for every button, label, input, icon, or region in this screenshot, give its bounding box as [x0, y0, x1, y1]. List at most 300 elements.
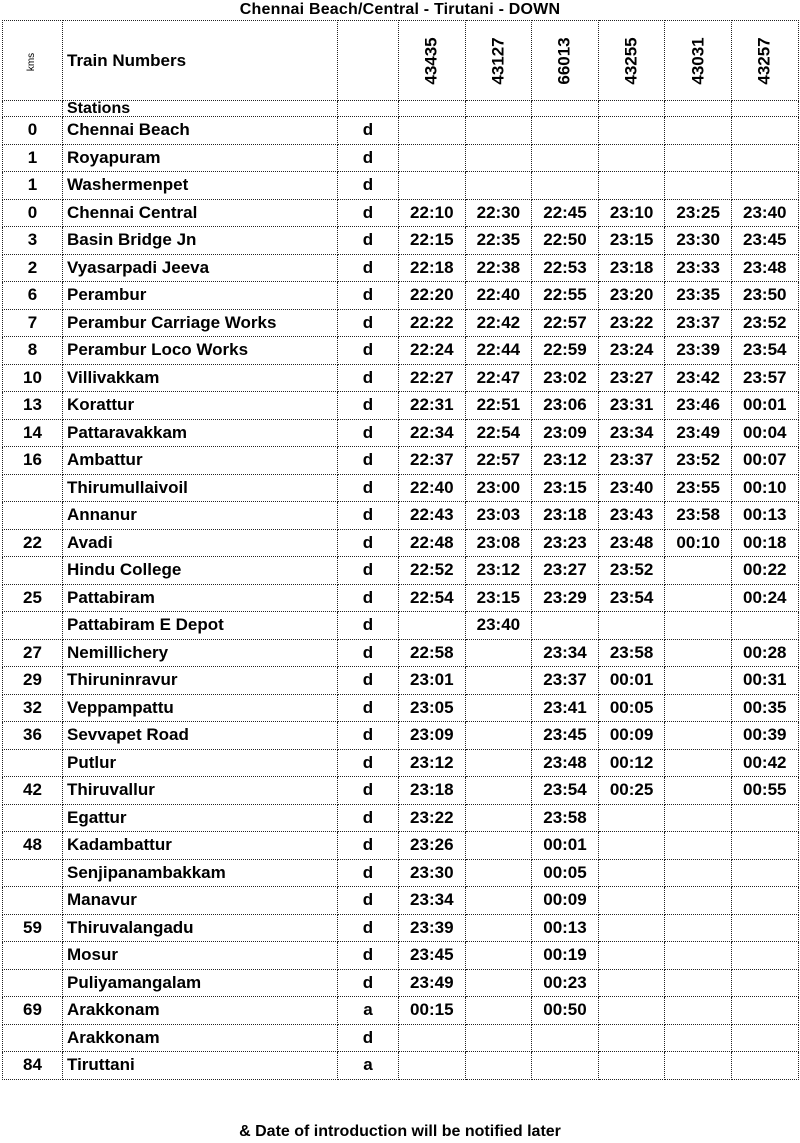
km-cell: 59	[3, 914, 63, 942]
time-cell: 22:54	[399, 584, 466, 612]
station-name: Vyasarpadi Jeeva	[63, 254, 338, 282]
station-name: Kadambattur	[63, 832, 338, 860]
km-cell	[3, 1024, 63, 1052]
time-cell: 23:54	[598, 584, 665, 612]
time-cell: 23:05	[399, 694, 466, 722]
time-cell	[665, 667, 732, 695]
km-cell: 0	[3, 117, 63, 145]
time-cell: 23:49	[665, 419, 732, 447]
time-cell: 22:58	[399, 639, 466, 667]
time-cell	[731, 804, 798, 832]
time-cell: 00:15	[399, 997, 466, 1025]
km-cell	[3, 804, 63, 832]
time-cell: 23:48	[731, 254, 798, 282]
time-cell	[665, 1052, 732, 1080]
time-cell	[598, 942, 665, 970]
arr-dep-cell: d	[338, 117, 399, 145]
time-cell: 23:15	[532, 474, 599, 502]
time-cell	[465, 859, 532, 887]
time-cell: 23:27	[532, 557, 599, 585]
station-name: Thiruninravur	[63, 667, 338, 695]
arr-dep-cell: d	[338, 474, 399, 502]
time-cell: 23:22	[598, 309, 665, 337]
time-cell: 22:57	[532, 309, 599, 337]
km-cell: 10	[3, 364, 63, 392]
km-cell: 2	[3, 254, 63, 282]
time-cell: 23:18	[399, 777, 466, 805]
time-cell: 00:23	[532, 969, 599, 997]
time-cell: 23:37	[665, 309, 732, 337]
stations-blank	[3, 101, 63, 117]
stations-blank	[399, 101, 466, 117]
time-cell	[598, 832, 665, 860]
station-row	[3, 914, 799, 942]
time-cell: 23:48	[598, 529, 665, 557]
time-cell	[665, 694, 732, 722]
station-row	[3, 474, 799, 502]
arr-dep-cell: d	[338, 199, 399, 227]
arr-dep-cell: d	[338, 172, 399, 200]
km-cell	[3, 502, 63, 530]
station-name: Avadi	[63, 529, 338, 557]
train-numbers-label: Train Numbers	[63, 21, 338, 101]
time-cell: 23:25	[665, 199, 732, 227]
time-cell	[399, 117, 466, 145]
station-row	[3, 859, 799, 887]
station-row	[3, 969, 799, 997]
arr-dep-cell: d	[338, 144, 399, 172]
time-cell: 22:10	[399, 199, 466, 227]
time-cell: 00:05	[532, 859, 599, 887]
time-cell: 23:27	[598, 364, 665, 392]
km-cell: 3	[3, 227, 63, 255]
station-name: Pattabiram	[63, 584, 338, 612]
time-cell: 23:54	[532, 777, 599, 805]
arr-dep-cell: d	[338, 777, 399, 805]
time-cell: 23:34	[532, 639, 599, 667]
station-row	[3, 777, 799, 805]
time-cell	[598, 859, 665, 887]
km-cell: 42	[3, 777, 63, 805]
time-cell: 22:40	[465, 282, 532, 310]
station-name: Pattabiram E Depot	[63, 612, 338, 640]
time-cell	[465, 1052, 532, 1080]
train-number-text: 43255	[621, 36, 641, 85]
time-cell: 23:45	[532, 722, 599, 750]
time-cell: 23:50	[731, 282, 798, 310]
time-cell	[465, 832, 532, 860]
time-cell	[731, 117, 798, 145]
station-name: Nemillichery	[63, 639, 338, 667]
station-row	[3, 254, 799, 282]
km-cell: 8	[3, 337, 63, 365]
station-name: Mosur	[63, 942, 338, 970]
time-cell	[665, 1024, 732, 1052]
arr-dep-cell: d	[338, 364, 399, 392]
station-row	[3, 227, 799, 255]
station-name: Thirumullaivoil	[63, 474, 338, 502]
time-cell	[465, 117, 532, 145]
time-cell: 00:07	[731, 447, 798, 475]
time-cell: 23:58	[598, 639, 665, 667]
station-row	[3, 1024, 799, 1052]
train-number	[598, 21, 665, 101]
header-row	[3, 21, 799, 101]
time-cell: 23:33	[665, 254, 732, 282]
station-name: Ambattur	[63, 447, 338, 475]
arr-dep-cell: d	[338, 832, 399, 860]
time-cell: 23:10	[598, 199, 665, 227]
train-number-text: 43435	[421, 36, 441, 85]
time-cell: 23:09	[532, 419, 599, 447]
arr-dep-cell: d	[338, 419, 399, 447]
station-row	[3, 1052, 799, 1080]
time-cell: 22:52	[399, 557, 466, 585]
arr-dep-cell: d	[338, 254, 399, 282]
time-cell	[731, 144, 798, 172]
time-cell	[465, 1024, 532, 1052]
stations-blank	[338, 101, 399, 117]
time-cell	[598, 969, 665, 997]
time-cell: 00:13	[731, 502, 798, 530]
time-cell	[532, 1024, 599, 1052]
time-cell	[665, 557, 732, 585]
station-row	[3, 144, 799, 172]
km-cell: 25	[3, 584, 63, 612]
arr-dep-cell: d	[338, 557, 399, 585]
station-name: Veppampattu	[63, 694, 338, 722]
station-row	[3, 282, 799, 310]
time-cell	[665, 804, 732, 832]
time-cell	[465, 804, 532, 832]
time-cell: 22:44	[465, 337, 532, 365]
km-cell: 84	[3, 1052, 63, 1080]
arr-dep-cell: d	[338, 694, 399, 722]
station-row	[3, 529, 799, 557]
km-cell	[3, 887, 63, 915]
time-cell: 23:30	[665, 227, 732, 255]
station-name: Thiruvalangadu	[63, 914, 338, 942]
station-name: Arakkonam	[63, 997, 338, 1025]
time-cell	[465, 997, 532, 1025]
station-name: Basin Bridge Jn	[63, 227, 338, 255]
kms-label: kms	[26, 52, 38, 72]
timetable-title: Chennai Beach/Central - Tirutani - DOWN	[239, 1, 561, 18]
time-cell: 00:22	[731, 557, 798, 585]
station-name: Putlur	[63, 749, 338, 777]
time-cell	[598, 144, 665, 172]
time-cell: 23:43	[598, 502, 665, 530]
time-cell: 22:40	[399, 474, 466, 502]
time-cell	[399, 1024, 466, 1052]
station-name: Chennai Central	[63, 199, 338, 227]
station-row	[3, 887, 799, 915]
arr-dep-cell: d	[338, 447, 399, 475]
km-cell: 1	[3, 172, 63, 200]
time-cell: 00:10	[731, 474, 798, 502]
time-cell	[731, 887, 798, 915]
time-cell: 22:47	[465, 364, 532, 392]
km-cell: 6	[3, 282, 63, 310]
time-cell: 23:58	[665, 502, 732, 530]
time-cell	[665, 584, 732, 612]
station-row	[3, 364, 799, 392]
time-cell	[665, 722, 732, 750]
time-cell: 00:19	[532, 942, 599, 970]
time-cell: 23:15	[598, 227, 665, 255]
time-cell: 23:48	[532, 749, 599, 777]
station-name: Senjipanambakkam	[63, 859, 338, 887]
time-cell: 23:02	[532, 364, 599, 392]
km-cell: 27	[3, 639, 63, 667]
station-row	[3, 667, 799, 695]
station-name: Hindu College	[63, 557, 338, 585]
time-cell: 22:57	[465, 447, 532, 475]
time-cell: 00:42	[731, 749, 798, 777]
station-row	[3, 694, 799, 722]
arr-dep-cell: d	[338, 502, 399, 530]
time-cell	[665, 997, 732, 1025]
time-cell	[598, 1052, 665, 1080]
station-name: Washermenpet	[63, 172, 338, 200]
time-cell: 23:35	[665, 282, 732, 310]
station-row	[3, 447, 799, 475]
arr-dep-cell: d	[338, 749, 399, 777]
time-cell: 00:01	[731, 392, 798, 420]
km-cell: 0	[3, 199, 63, 227]
train-number-text: 43031	[688, 36, 708, 85]
time-cell	[532, 612, 599, 640]
time-cell: 22:30	[465, 199, 532, 227]
arr-dep-cell: d	[338, 722, 399, 750]
time-cell: 22:48	[399, 529, 466, 557]
time-cell: 23:39	[399, 914, 466, 942]
time-cell: 22:18	[399, 254, 466, 282]
time-cell	[465, 969, 532, 997]
station-name: Manavur	[63, 887, 338, 915]
time-cell: 23:37	[598, 447, 665, 475]
arr-dep-cell: d	[338, 337, 399, 365]
time-cell: 23:45	[399, 942, 466, 970]
time-cell: 23:20	[598, 282, 665, 310]
train-number	[532, 21, 599, 101]
station-row	[3, 749, 799, 777]
station-row	[3, 584, 799, 612]
time-cell	[399, 1052, 466, 1080]
time-cell: 00:04	[731, 419, 798, 447]
time-cell	[665, 639, 732, 667]
time-cell	[731, 172, 798, 200]
time-cell	[731, 942, 798, 970]
time-cell: 23:37	[532, 667, 599, 695]
km-cell: 7	[3, 309, 63, 337]
time-cell: 23:57	[731, 364, 798, 392]
time-cell: 00:31	[731, 667, 798, 695]
train-number-text: 43127	[488, 36, 508, 85]
km-cell: 14	[3, 419, 63, 447]
time-cell	[665, 914, 732, 942]
station-row	[3, 309, 799, 337]
station-row	[3, 557, 799, 585]
time-cell: 23:18	[532, 502, 599, 530]
time-cell: 00:09	[532, 887, 599, 915]
time-cell	[399, 612, 466, 640]
time-cell: 22:42	[465, 309, 532, 337]
station-row	[3, 392, 799, 420]
time-cell	[465, 667, 532, 695]
arr-dep-cell: d	[338, 227, 399, 255]
station-name: Villivakkam	[63, 364, 338, 392]
time-cell	[532, 144, 599, 172]
time-cell: 23:55	[665, 474, 732, 502]
time-cell: 23:29	[532, 584, 599, 612]
time-cell	[465, 914, 532, 942]
time-cell: 23:49	[399, 969, 466, 997]
station-name: Chennai Beach	[63, 117, 338, 145]
km-cell	[3, 969, 63, 997]
time-cell: 23:30	[399, 859, 466, 887]
time-cell: 22:54	[465, 419, 532, 447]
time-cell	[465, 749, 532, 777]
time-cell: 22:55	[532, 282, 599, 310]
time-cell	[399, 144, 466, 172]
time-cell: 23:39	[665, 337, 732, 365]
time-cell: 00:13	[532, 914, 599, 942]
time-cell	[665, 859, 732, 887]
time-cell	[465, 144, 532, 172]
arr-dep-cell: d	[338, 859, 399, 887]
time-cell: 23:18	[598, 254, 665, 282]
time-cell	[731, 914, 798, 942]
station-name: Arakkonam	[63, 1024, 338, 1052]
station-row	[3, 502, 799, 530]
km-cell: 13	[3, 392, 63, 420]
station-name: Thiruvallur	[63, 777, 338, 805]
timetable	[2, 20, 799, 1080]
time-cell	[665, 749, 732, 777]
time-cell: 23:12	[532, 447, 599, 475]
arr-dep-cell: d	[338, 392, 399, 420]
arr-dep-cell: d	[338, 969, 399, 997]
km-cell: 29	[3, 667, 63, 695]
train-number	[465, 21, 532, 101]
time-cell: 23:54	[731, 337, 798, 365]
footer-note: & Date of introduction will be notified later	[239, 1123, 561, 1140]
time-cell: 00:12	[598, 749, 665, 777]
time-cell: 00:05	[598, 694, 665, 722]
time-cell	[465, 639, 532, 667]
arr-dep-cell: d	[338, 887, 399, 915]
station-name: Perambur	[63, 282, 338, 310]
time-cell	[598, 117, 665, 145]
arr-dep-cell: d	[338, 529, 399, 557]
arr-dep-cell: d	[338, 942, 399, 970]
station-name: Perambur Carriage Works	[63, 309, 338, 337]
time-cell: 22:35	[465, 227, 532, 255]
time-cell: 00:01	[598, 667, 665, 695]
arr-dep-cell: d	[338, 584, 399, 612]
time-cell	[665, 777, 732, 805]
station-row	[3, 172, 799, 200]
time-cell	[598, 804, 665, 832]
time-cell: 23:03	[465, 502, 532, 530]
time-cell: 22:20	[399, 282, 466, 310]
arr-dep-cell: a	[338, 997, 399, 1025]
km-cell: 32	[3, 694, 63, 722]
time-cell	[465, 942, 532, 970]
time-cell: 23:31	[598, 392, 665, 420]
km-cell	[3, 749, 63, 777]
time-cell: 23:34	[399, 887, 466, 915]
km-cell: 1	[3, 144, 63, 172]
time-cell: 22:15	[399, 227, 466, 255]
header-blank	[338, 21, 399, 101]
station-name: Korattur	[63, 392, 338, 420]
time-cell: 00:35	[731, 694, 798, 722]
time-cell	[465, 694, 532, 722]
time-cell: 23:58	[532, 804, 599, 832]
time-cell	[665, 969, 732, 997]
time-cell	[731, 612, 798, 640]
time-cell: 00:39	[731, 722, 798, 750]
time-cell: 23:23	[532, 529, 599, 557]
time-cell	[731, 1052, 798, 1080]
time-cell: 22:51	[465, 392, 532, 420]
station-row	[3, 199, 799, 227]
time-cell: 00:01	[532, 832, 599, 860]
time-cell: 23:52	[598, 557, 665, 585]
time-cell: 22:22	[399, 309, 466, 337]
train-number	[731, 21, 798, 101]
time-cell: 23:40	[465, 612, 532, 640]
time-cell: 22:37	[399, 447, 466, 475]
time-cell: 23:45	[731, 227, 798, 255]
time-cell: 23:42	[665, 364, 732, 392]
station-name: Sevvapet Road	[63, 722, 338, 750]
time-cell	[465, 777, 532, 805]
km-cell	[3, 942, 63, 970]
time-cell: 23:41	[532, 694, 599, 722]
time-cell: 23:46	[665, 392, 732, 420]
time-cell	[731, 1024, 798, 1052]
time-cell	[731, 997, 798, 1025]
time-cell: 00:28	[731, 639, 798, 667]
time-cell: 22:43	[399, 502, 466, 530]
km-cell: 48	[3, 832, 63, 860]
time-cell	[665, 172, 732, 200]
arr-dep-cell: d	[338, 639, 399, 667]
arr-dep-cell: d	[338, 914, 399, 942]
time-cell: 23:52	[665, 447, 732, 475]
km-cell	[3, 612, 63, 640]
time-cell: 00:18	[731, 529, 798, 557]
time-cell	[465, 172, 532, 200]
time-cell: 23:40	[598, 474, 665, 502]
stations-blank	[532, 101, 599, 117]
station-name: Annanur	[63, 502, 338, 530]
time-cell: 23:00	[465, 474, 532, 502]
km-cell: 36	[3, 722, 63, 750]
time-cell: 23:34	[598, 419, 665, 447]
time-cell	[731, 969, 798, 997]
station-name: Puliyamangalam	[63, 969, 338, 997]
time-cell	[665, 832, 732, 860]
time-cell	[532, 117, 599, 145]
station-row	[3, 419, 799, 447]
time-cell	[598, 914, 665, 942]
time-cell: 23:08	[465, 529, 532, 557]
station-name: Perambur Loco Works	[63, 337, 338, 365]
